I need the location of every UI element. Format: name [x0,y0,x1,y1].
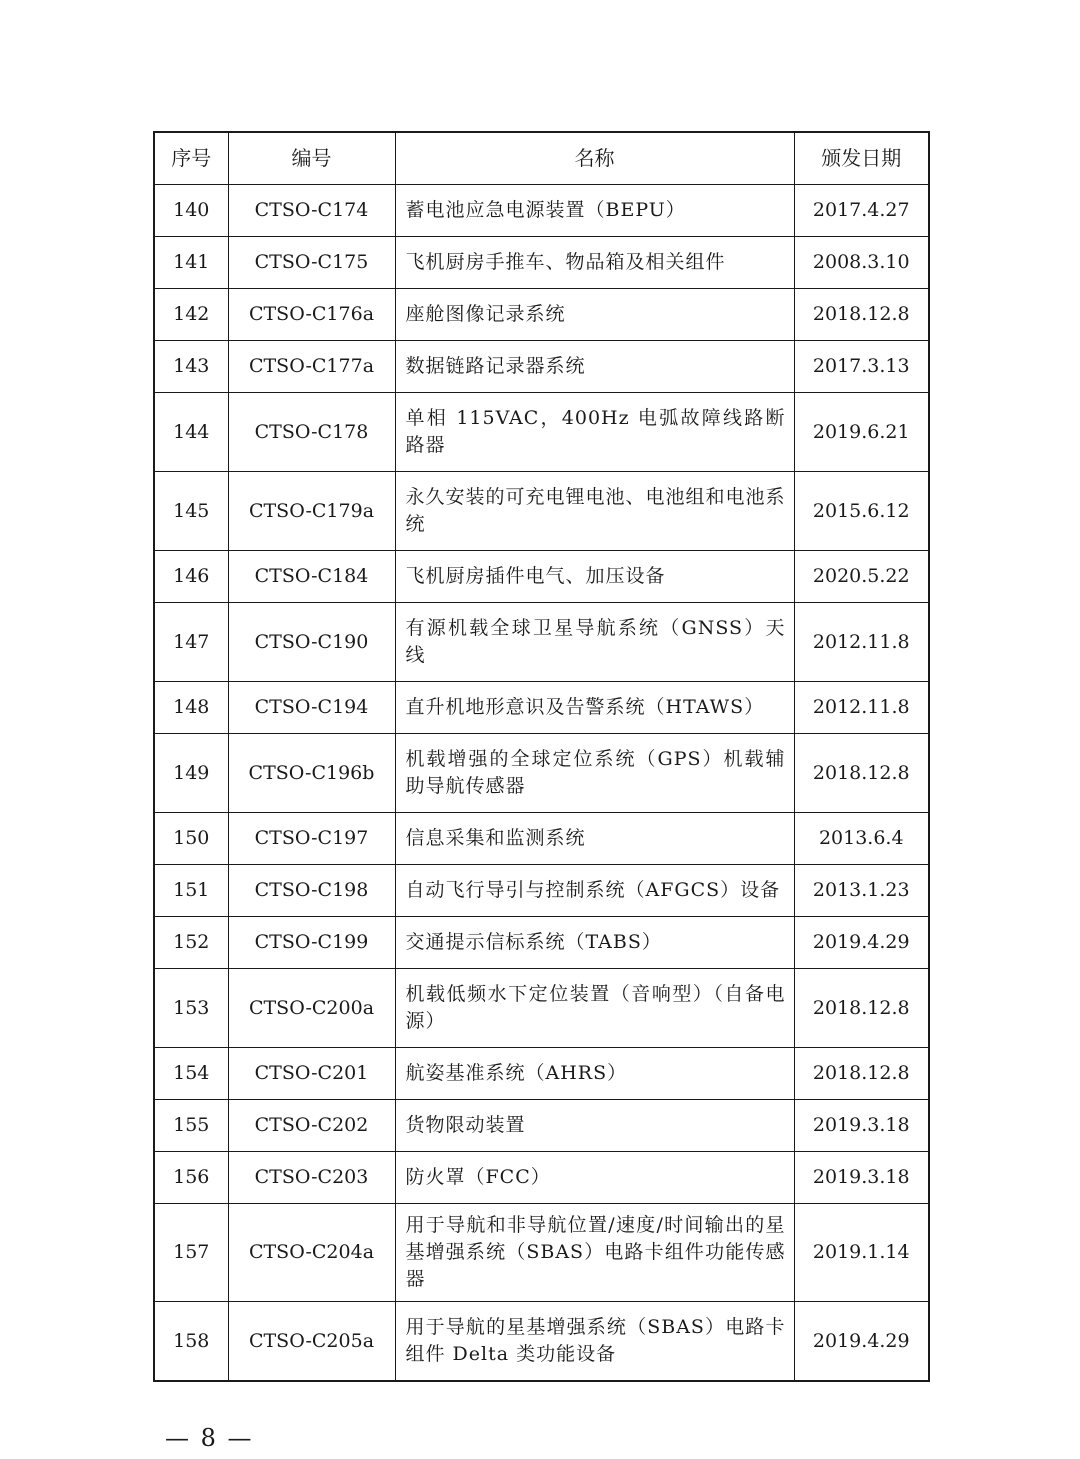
cell-date: 2019.4.29 [794,1302,929,1382]
cell-code: CTSO-C204a [228,1204,395,1302]
page-number: — 8 — [165,1424,254,1452]
cell-code: CTSO-C184 [228,551,395,603]
cell-no: 156 [154,1152,228,1204]
table-row [154,1152,929,1204]
cell-code: CTSO-C198 [228,865,395,917]
table-row [154,1204,929,1302]
cell-code: CTSO-C179a [228,472,395,551]
cell-no: 154 [154,1048,228,1100]
cell-name: 信息采集和监测系统 [395,813,794,865]
cell-code: CTSO-C197 [228,813,395,865]
cell-name: 有源机载全球卫星导航系统（GNSS）天线 [395,603,794,682]
cell-date: 2019.6.21 [794,393,929,472]
cell-no: 142 [154,289,228,341]
cell-code: CTSO-C202 [228,1100,395,1152]
table-row [154,603,929,682]
cell-date: 2018.12.8 [794,1048,929,1100]
table-row [154,1302,929,1382]
cell-name: 货物限动装置 [395,1100,794,1152]
cell-name: 数据链路记录器系统 [395,341,794,393]
cell-no: 150 [154,813,228,865]
table-row [154,865,929,917]
cell-date: 2018.12.8 [794,969,929,1048]
cell-date: 2015.6.12 [794,472,929,551]
cell-no: 153 [154,969,228,1048]
cell-date: 2020.5.22 [794,551,929,603]
cell-date: 2019.1.14 [794,1204,929,1302]
cell-no: 146 [154,551,228,603]
cell-code: CTSO-C200a [228,969,395,1048]
cell-no: 145 [154,472,228,551]
header-date: 颁发日期 [794,132,929,185]
cell-no: 152 [154,917,228,969]
cell-name: 用于导航的星基增强系统（SBAS）电路卡组件 Delta 类功能设备 [395,1302,794,1382]
cell-name: 飞机厨房插件电气、加压设备 [395,551,794,603]
cell-name: 机载增强的全球定位系统（GPS）机载辅助导航传感器 [395,734,794,813]
cell-code: CTSO-C203 [228,1152,395,1204]
cell-code: CTSO-C196b [228,734,395,813]
cell-name: 永久安装的可充电锂电池、电池组和电池系统 [395,472,794,551]
cell-name: 蓄电池应急电源装置（BEPU） [395,185,794,237]
ctso-table [153,131,930,1382]
cell-date: 2018.12.8 [794,289,929,341]
cell-code: CTSO-C199 [228,917,395,969]
table-row [154,1048,929,1100]
table-row [154,969,929,1048]
cell-code: CTSO-C174 [228,185,395,237]
table-header [154,132,929,185]
cell-date: 2012.11.8 [794,603,929,682]
header-row [154,132,929,185]
cell-code: CTSO-C201 [228,1048,395,1100]
cell-no: 140 [154,185,228,237]
cell-date: 2018.12.8 [794,734,929,813]
cell-no: 151 [154,865,228,917]
cell-name: 用于导航和非导航位置/速度/时间输出的星基增强系统（SBAS）电路卡组件功能传感器 [395,1204,794,1302]
table-body [154,185,929,1382]
cell-code: CTSO-C175 [228,237,395,289]
cell-date: 2008.3.10 [794,237,929,289]
table-row [154,682,929,734]
header-code: 编号 [228,132,395,185]
cell-code: CTSO-C194 [228,682,395,734]
cell-name: 防火罩（FCC） [395,1152,794,1204]
cell-code: CTSO-C177a [228,341,395,393]
table-row [154,472,929,551]
cell-name: 机载低频水下定位装置（音响型）（自备电源） [395,969,794,1048]
cell-no: 141 [154,237,228,289]
header-name: 名称 [395,132,794,185]
cell-name: 座舱图像记录系统 [395,289,794,341]
cell-date: 2019.3.18 [794,1152,929,1204]
cell-no: 155 [154,1100,228,1152]
cell-no: 147 [154,603,228,682]
cell-no: 149 [154,734,228,813]
table-row [154,289,929,341]
cell-no: 157 [154,1204,228,1302]
cell-name: 直升机地形意识及告警系统（HTAWS） [395,682,794,734]
cell-date: 2013.1.23 [794,865,929,917]
cell-no: 144 [154,393,228,472]
table-row [154,237,929,289]
cell-no: 143 [154,341,228,393]
cell-name: 自动飞行导引与控制系统（AFGCS）设备 [395,865,794,917]
cell-code: CTSO-C205a [228,1302,395,1382]
cell-date: 2012.11.8 [794,682,929,734]
table-row [154,341,929,393]
cell-date: 2017.3.13 [794,341,929,393]
cell-no: 158 [154,1302,228,1382]
cell-date: 2013.6.4 [794,813,929,865]
table-row [154,393,929,472]
table-row [154,1100,929,1152]
cell-name: 交通提示信标系统（TABS） [395,917,794,969]
table-row [154,734,929,813]
cell-date: 2017.4.27 [794,185,929,237]
table-row [154,917,929,969]
cell-name: 单相 115VAC，400Hz 电弧故障线路断路器 [395,393,794,472]
cell-code: CTSO-C176a [228,289,395,341]
cell-code: CTSO-C178 [228,393,395,472]
table-row [154,813,929,865]
cell-date: 2019.4.29 [794,917,929,969]
cell-name: 飞机厨房手推车、物品箱及相关组件 [395,237,794,289]
cell-date: 2019.3.18 [794,1100,929,1152]
cell-code: CTSO-C190 [228,603,395,682]
table-row [154,185,929,237]
cell-no: 148 [154,682,228,734]
table-row [154,551,929,603]
cell-name: 航姿基准系统（AHRS） [395,1048,794,1100]
header-no: 序号 [154,132,228,185]
